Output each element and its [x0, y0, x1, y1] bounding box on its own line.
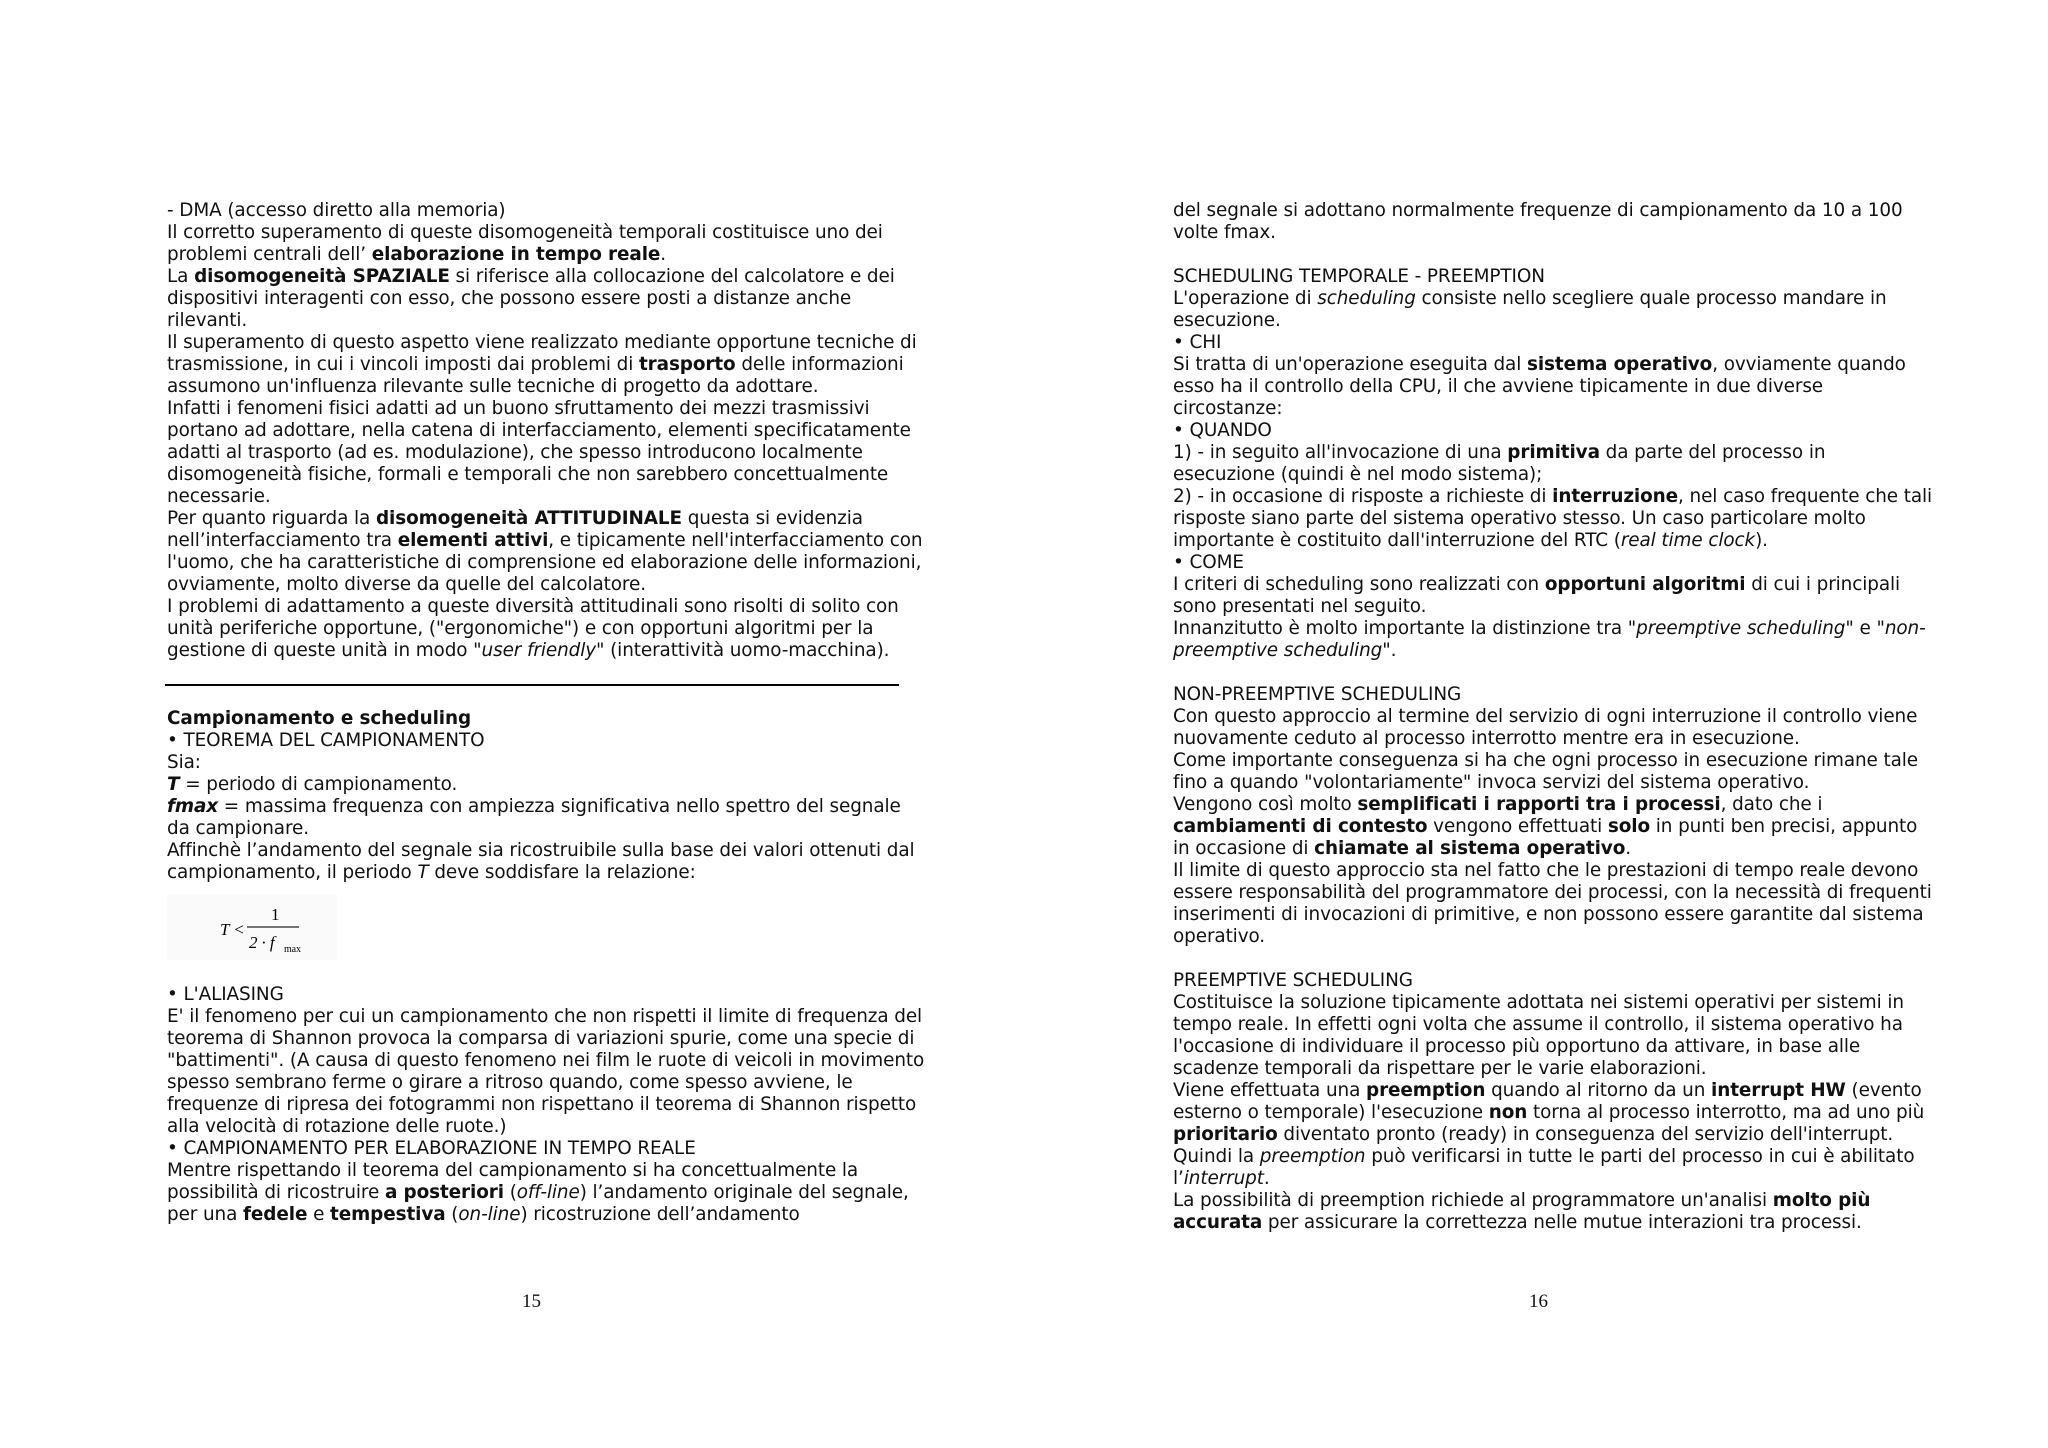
bold-text: prioritario	[1173, 1124, 1278, 1145]
text-run: .	[1263, 1168, 1270, 1189]
text-run: può verificarsi in tutte le parti del processo in cui è abilitato l’	[1173, 1146, 1921, 1189]
paragraph	[1173, 288, 1933, 332]
paragraph	[1173, 420, 1933, 442]
text-run: • CHI	[1173, 332, 1222, 353]
text-run: del segnale si adottano normalmente frequenze di campionamento da 10 a 100 volte fmax.	[1173, 200, 1909, 243]
bold-text: semplificati i rapporti tra i processi	[1357, 794, 1721, 815]
bold-text: disomogeneità SPAZIALE	[194, 266, 450, 287]
text-run: Il superamento di questo aspetto viene realizzato mediante opportune tecniche di trasmissione, in cui i vincoli imposti dai problemi di	[167, 332, 923, 375]
paragraph-gap	[1173, 244, 1933, 266]
text-run: si riferisce alla collocazione del calcolatore e dei dispositivi interagenti con esso, che possono essere posti a distanze anche rilevanti.	[167, 266, 901, 331]
paragraph	[167, 730, 927, 752]
left-intro-text	[167, 200, 927, 662]
text-run: Il corretto superamento di queste disomogeneità temporali costituisce uno dei problemi centrali dell’	[167, 222, 889, 265]
bold-text: disomogeneità ATTITUDINALE	[375, 508, 682, 529]
italic-text: off-line	[516, 1182, 580, 1203]
text-run: (	[445, 1204, 459, 1225]
bold-text: elaborazione in tempo reale	[371, 244, 661, 265]
bold-text: opportuni algoritmi	[1544, 574, 1746, 595]
text-run: consiste nello scegliere quale processo mandare in esecuzione.	[1173, 288, 1893, 331]
text-run: Si tratta di un'operazione eseguita dal	[1173, 354, 1527, 375]
text-run: per assicurare la correttezza nelle mutue interazioni tra processi.	[1262, 1212, 1862, 1233]
text-run: torna al processo interrotto, ma ad uno più	[1527, 1102, 1930, 1123]
bold-text: fmax	[167, 796, 219, 817]
left-page	[167, 200, 930, 1226]
formula-numerator: 1	[271, 905, 280, 924]
text-run: .	[660, 244, 667, 265]
paragraph	[167, 200, 927, 222]
text-run: di cui i principali sono presentati nel seguito.	[1173, 574, 1906, 617]
text-run: , ovviamente quando esso ha il controllo della CPU, il che avviene tipicamente in due diverse circostanze:	[1173, 354, 1912, 419]
paragraph	[167, 332, 927, 398]
paragraph	[1173, 332, 1933, 354]
right-page-text	[1173, 200, 1938, 1234]
text-run: I criteri di scheduling sono realizzati con	[1173, 574, 1545, 595]
text-run: Come importante conseguenza si ha che ogni processo in esecuzione rimane tale fino a quando "volontariamente" invoca servizi del sistema operativo.	[1173, 750, 1924, 793]
bold-text: fedele	[243, 1204, 308, 1225]
text-run: (	[503, 1182, 517, 1203]
italic-text: on-line	[458, 1204, 521, 1225]
bold-text: chiamate al sistema operativo	[1314, 838, 1626, 859]
text-run: = massima frequenza con ampiezza significativa nello spettro del segnale da campionare.	[167, 796, 907, 839]
bold-text: tempestiva	[330, 1204, 446, 1225]
section-divider	[165, 684, 899, 686]
text-run: ) ricostruzione dell’andamento	[520, 1204, 800, 1225]
theorem-text	[167, 730, 927, 884]
text-run: 2) - in occasione di risposte a richieste di	[1173, 486, 1553, 507]
text-run: ) l’andamento originale del segnale, per una	[167, 1182, 915, 1225]
paragraph	[167, 266, 927, 332]
text-run: - DMA (accesso diretto alla memoria)	[167, 200, 506, 221]
text-run: quando al ritorno da un	[1485, 1080, 1712, 1101]
text-run: deve soddisfare la relazione:	[428, 862, 696, 883]
text-run: Con questo approccio al termine del servizio di ogni interruzione il controllo viene nuovamente ceduto al processo interrotto mentre era in esecuzione.	[1173, 706, 1924, 749]
bold-text: preemption	[1366, 1080, 1486, 1101]
text-run: , dato che i	[1720, 794, 1829, 815]
text-run: SCHEDULING TEMPORALE - PREEMPTION	[1173, 266, 1545, 287]
formula-subscript: max	[284, 944, 301, 955]
text-run: • QUANDO	[1173, 420, 1272, 441]
text-run: I problemi di adattamento a queste diversità attitudinali sono risolti di solito con unità periferiche opportune, ("ergonomiche") e con opportuni algoritmi per la gestione di queste unità in modo "	[167, 596, 905, 661]
text-run: .	[1625, 838, 1631, 859]
paragraph-gap	[1173, 948, 1933, 970]
paragraph	[167, 1006, 930, 1138]
paragraph	[1173, 684, 1933, 706]
text-run: PREEMPTIVE SCHEDULING	[1173, 970, 1413, 991]
bold-text: non	[1488, 1102, 1528, 1123]
italic-text: scheduling	[1317, 288, 1416, 309]
paragraph	[167, 508, 927, 596]
bold-text: elementi attivi	[397, 530, 549, 551]
text-run: La	[167, 266, 195, 287]
paragraph	[1173, 354, 1933, 420]
paragraph	[1173, 552, 1933, 574]
paragraph	[1173, 1080, 1933, 1190]
text-run: ).	[1755, 530, 1768, 551]
text-run: L'operazione di	[1173, 288, 1318, 309]
text-run: Vengono così molto	[1173, 794, 1358, 815]
text-run: , e tipicamente nell'interfacciamento con l'uomo, che ha caratteristiche di comprensione ed elaborazione delle informazioni, ovviamente, molto diverse da quelle del calcolatore.	[167, 530, 929, 595]
text-run: Infatti i fenomeni fisici adatti ad un buono sfruttamento dei mezzi trasmissivi portano ad adottare, nella catena di interfacciamento, elementi specificatamente adatti al trasporto (ad es. modulazione), che spesso introducono localmente disomogeneità fisiche, formali e temporali che non sarebbero concettualmente necessarie.	[167, 398, 917, 507]
text-run: • COME	[1173, 552, 1244, 573]
text-run: da parte del processo in esecuzione (quindi è nel modo sistema);	[1173, 442, 1832, 485]
text-run: NON-PREEMPTIVE SCHEDULING	[1173, 684, 1462, 705]
text-run: , nel caso frequente che tali risposte siano parte del sistema operativo stesso. Un caso particolare molto importante è costituito dall'interruzione del RTC (	[1173, 486, 1938, 551]
bold-text: molto più accurata	[1173, 1190, 1877, 1233]
text-run: e	[307, 1204, 331, 1225]
paragraph	[1173, 442, 1933, 486]
paragraph-gap	[1173, 662, 1933, 684]
text-run: diventato pronto (ready) in conseguenza del servizio dell'interrupt. Quindi la	[1173, 1124, 1899, 1167]
italic-text: non-preemptive scheduling	[1173, 618, 1926, 661]
bold-text: interruzione	[1552, 486, 1679, 507]
text-run: Mentre rispettando il teorema del campionamento si ha concettualmente la possibilità di ricostruire	[167, 1160, 864, 1203]
paragraph	[1173, 618, 1933, 662]
paragraph	[167, 1138, 927, 1160]
text-run: questa si evidenzia nell’interfacciamento tra	[167, 508, 869, 551]
bold-text: trasporto	[638, 354, 736, 375]
right-page	[1173, 200, 1938, 1234]
text-run: delle informazioni assumono un'influenza rilevante sulle tecniche di progetto da adottare.	[167, 354, 910, 397]
sampling-formula	[167, 894, 337, 960]
bold-text: solo	[1607, 816, 1651, 837]
text-run: Affinchè l’andamento del segnale sia ricostruibile sulla base dei valori ottenuti dal campionamento, il periodo	[167, 840, 921, 883]
italic-text: interrupt	[1183, 1168, 1264, 1189]
text-block	[1173, 970, 1933, 1234]
text-run: Costituisce la soluzione tipicamente adottata nei sistemi operativi per sistemi in tempo reale. In effetti ogni volta che assume il controllo, il sistema operativo ha l'occasione di individuare il processo più opportuno da attivare, in base alle scadenze temporali da rispettare per le varie elaborazioni.	[1173, 992, 1910, 1079]
paragraph	[1173, 1190, 1933, 1234]
paragraph	[167, 596, 927, 662]
text-run: Per quanto riguarda la	[167, 508, 376, 529]
page-number-right: 16	[1529, 1291, 1548, 1312]
paragraph	[167, 222, 927, 266]
text-run: " (interattività uomo-macchina).	[596, 640, 890, 661]
bold-text: cambiamenti di contesto	[1173, 816, 1428, 837]
text-run: 1) - in seguito all'invocazione di una	[1173, 442, 1508, 463]
text-run: in punti ben precisi, appunto in occasione di	[1173, 816, 1924, 859]
paragraph	[167, 752, 927, 774]
formula-lhs: T <	[220, 920, 245, 939]
bold-text: interrupt HW	[1711, 1080, 1846, 1101]
italic-text: preemptive scheduling	[1636, 618, 1846, 639]
paragraph	[1173, 266, 1933, 288]
bold-text: primitiva	[1507, 442, 1600, 463]
paragraph	[1173, 706, 1933, 750]
text-run: = periodo di campionamento.	[179, 774, 458, 795]
paragraph	[1173, 574, 1933, 618]
bold-text: a posteriori	[384, 1182, 504, 1203]
text-run: • TEOREMA DEL CAMPIONAMENTO	[167, 730, 485, 751]
text-run: E' il fenomeno per cui un campionamento che non rispetti il limite di frequenza del teorema di Shannon provoca la comparsa di variazioni spurie, come una specie di "battimenti". (A causa di questo fenomeno nei film le ruote di veicoli in movimento spesso sembrano ferme o girare a ritroso quando, come spesso avviene, le frequenze di ripresa dei fotogrammi non rispettano il teorema di Shannon rispetto alla velocità di rotazione delle ruote.)	[167, 1006, 930, 1137]
paragraph	[167, 774, 927, 796]
text-run: • CAMPIONAMENTO PER ELABORAZIONE IN TEMPO REALE	[167, 1138, 696, 1159]
italic-text: T	[417, 862, 429, 883]
paragraph	[1173, 794, 1933, 860]
italic-text: user friendly	[481, 640, 596, 661]
paragraph	[1173, 200, 1933, 244]
text-run: (evento esterno o temporale) l'esecuzione	[1173, 1080, 1928, 1123]
text-run: " e "	[1845, 618, 1885, 639]
section-title: Campionamento e scheduling	[167, 708, 472, 729]
text-block	[1173, 266, 1938, 662]
text-run: Il limite di questo approccio sta nel fatto che le prestazioni di tempo reale devono essere responsabilità del programmatore dei processi, con la necessità di frequenti inserimenti di invocazioni di primitive, e non possono essere garantite dal sistema operativo.	[1173, 860, 1938, 947]
bold-text: T	[167, 774, 180, 795]
bold-text: sistema operativo	[1526, 354, 1713, 375]
paragraph	[167, 398, 927, 508]
text-run: vengono effettuati	[1427, 816, 1608, 837]
text-run: ".	[1382, 640, 1397, 661]
paragraph	[167, 796, 927, 840]
paragraph	[1173, 970, 1933, 992]
aliasing-text	[167, 984, 930, 1226]
text-run: • L'ALIASING	[167, 984, 284, 1005]
text-block	[1173, 684, 1938, 948]
text-run: Viene effettuata una	[1173, 1080, 1366, 1101]
paragraph	[1173, 486, 1938, 552]
formula-denominator: 2 · f	[249, 933, 275, 952]
italic-text: real time clock	[1620, 530, 1756, 551]
text-run: La possibilità di preemption richiede al programmatore un'analisi	[1173, 1190, 1773, 1211]
paragraph	[167, 840, 927, 884]
paragraph	[1173, 860, 1938, 948]
paragraph	[1173, 992, 1933, 1080]
text-block	[1173, 200, 1933, 244]
text-run: Sia:	[167, 752, 201, 773]
text-run: Innanzitutto è molto importante la distinzione tra "	[1173, 618, 1637, 639]
italic-text: preemption	[1259, 1146, 1366, 1167]
paragraph	[167, 1160, 927, 1226]
paragraph	[167, 984, 927, 1006]
paragraph	[1173, 750, 1933, 794]
page-number-left: 15	[522, 1291, 541, 1312]
